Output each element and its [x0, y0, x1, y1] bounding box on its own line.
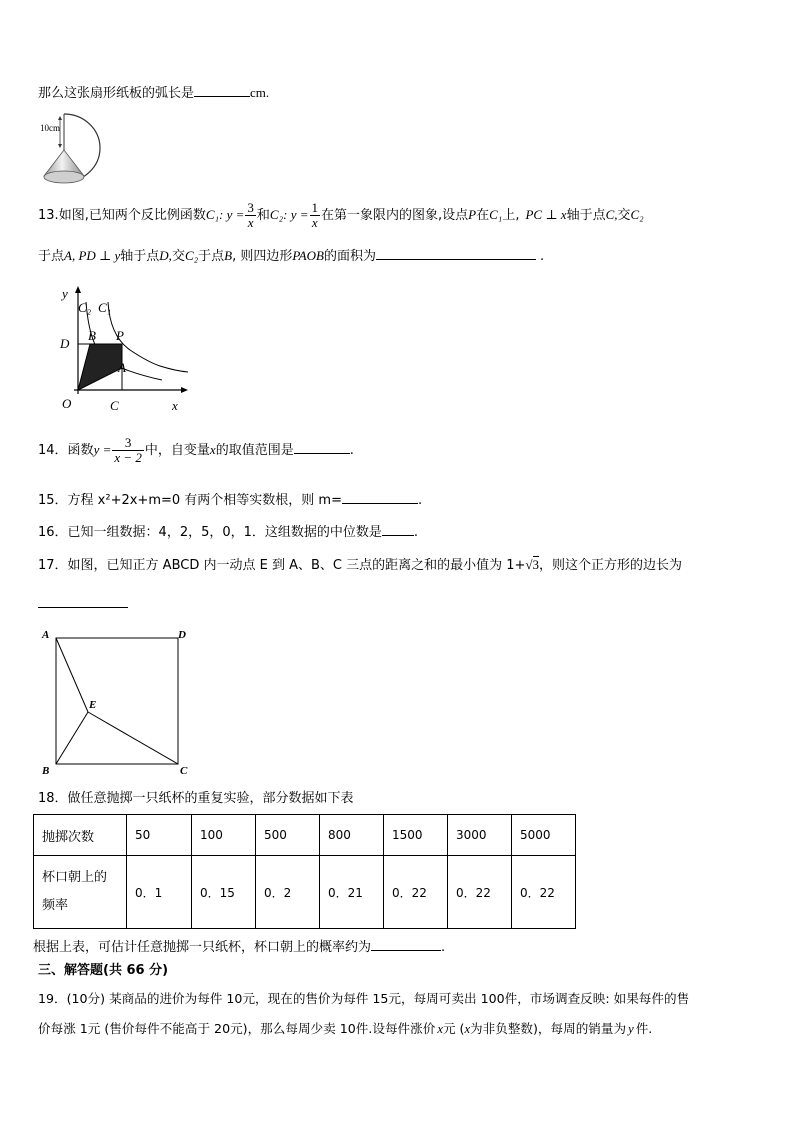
q15-text: 15．方程 x²+2x+m=0 有两个相等实数根，则 m=	[38, 493, 342, 508]
label-c: C	[110, 398, 119, 413]
q13-text: 如图,已知两个反比例函数	[58, 208, 206, 223]
q19-text-2: 元 (	[442, 1021, 465, 1036]
table-cell: 0．22	[512, 856, 576, 929]
q13-and: 和	[256, 208, 270, 223]
table-cell: 0．2	[256, 856, 320, 929]
answer-blank-q14[interactable]	[294, 439, 350, 454]
q16-line	[38, 521, 418, 542]
q14-text: 函数	[67, 443, 94, 458]
label-b: B	[88, 328, 96, 343]
point-d: D,	[159, 248, 172, 263]
label-d: D	[178, 629, 186, 641]
q12-text: 那么这张扇形纸板的弧长是	[38, 86, 195, 101]
table-header-cell	[34, 856, 127, 929]
point-c: C,	[605, 207, 618, 222]
label-c2: C₂	[78, 300, 92, 315]
label-b: B	[42, 765, 50, 776]
frequency-table	[33, 814, 576, 929]
answer-blank-q15[interactable]	[342, 489, 418, 504]
square-figure	[36, 624, 196, 776]
q13-text-5: 轴于点	[566, 208, 606, 223]
table-cell: 0．21	[320, 856, 384, 929]
q19-text-3: 为非负整数)，每周的销量为	[470, 1021, 627, 1036]
answer-blank-q12[interactable]	[194, 82, 250, 97]
q14-number: 14．	[38, 443, 68, 458]
q18-end: .	[441, 940, 446, 955]
curve-c2-ref-2: C₂	[184, 248, 199, 263]
q16-end: .	[413, 525, 419, 540]
q14-text-3: 的取值范围是	[215, 443, 294, 458]
fraction-3-over-x: $\frac{3}{x}$	[247, 200, 254, 230]
q13-number: 13.	[38, 208, 59, 223]
q18-line	[38, 790, 354, 808]
var-x: x	[437, 1022, 443, 1036]
table-cell: 3000	[448, 815, 512, 856]
section-title: 三、解答题(共 66 分)	[38, 963, 169, 978]
q13-l2-text: 于点	[38, 249, 65, 264]
label-e: E	[89, 699, 97, 711]
curve-c2-ref: C₂	[630, 207, 644, 222]
sqrt-symbol: √	[525, 557, 533, 572]
curve-c1-label: C₁	[205, 207, 220, 222]
q15-line	[38, 489, 422, 510]
q13-l2-text-5: , 则四边形	[232, 249, 293, 264]
q13-l2-text-3: 交	[171, 249, 185, 264]
q18-after-text: 根据上表，可估计任意抛掷一只纸杯，杯口朝上的概率约为	[33, 940, 372, 955]
table-cell: 0．22	[448, 856, 512, 929]
q13-line2	[38, 245, 544, 266]
cone-figure	[38, 110, 110, 190]
label-x: x	[172, 398, 178, 413]
q13-l2-text-4: 于点	[198, 249, 225, 264]
q13-text-4: 上,	[502, 208, 520, 223]
var-y: y	[628, 1022, 634, 1036]
label-y: y	[62, 286, 68, 301]
segment-be	[56, 712, 88, 764]
fraction-1-over-x: $\frac{1}{x}$	[311, 200, 318, 230]
q18-text: 18．做任意抛掷一只纸杯的重复实验，部分数据如下表	[38, 791, 354, 806]
table-cell: 0．15	[192, 856, 256, 929]
point-b: B	[224, 248, 233, 263]
label-c: C	[180, 765, 188, 776]
q14-var: x	[209, 442, 216, 457]
q17-text-2: ，则这个正方形的边长为	[539, 558, 683, 573]
q13-l2-text-6: 的面积为	[323, 249, 376, 264]
label-a: A	[42, 629, 50, 641]
height-label: 10cm	[40, 123, 60, 133]
q17-text: 17．如图，已知正方 ABCD 内一动点 E 到 A、B、C 三点的距离之和的最小值为 1+	[38, 558, 526, 573]
curve-c1-ref: C₁	[489, 207, 503, 222]
row-label-line2: 频率	[42, 898, 69, 913]
q19-line2	[38, 1020, 652, 1038]
q12-unit: cm.	[250, 85, 270, 100]
q19-text: 价每涨 1元 (售价每件不能高于 20元)，那么每周少卖 10件.设每件涨价	[38, 1021, 436, 1036]
label-d: D	[60, 336, 70, 351]
point-p: P	[468, 207, 477, 222]
table-cell: 0．1	[127, 856, 192, 929]
table-cell: 50	[127, 815, 192, 856]
pd-perp: A, PD ⊥ y	[64, 248, 121, 263]
table-cell: 100	[192, 815, 256, 856]
pc-perp: PC ⊥ x	[525, 207, 567, 222]
table-cell: 800	[320, 815, 384, 856]
cone-base	[44, 171, 84, 183]
table-cell: 5000	[512, 815, 576, 856]
q19-line1: 19．(10分) 某商品的进价为每件 10元，现在的售价为每件 15元，每周可卖出 100件，市场调查反映: 如果每件的售	[38, 991, 690, 1006]
curve-c2-label: C₂	[269, 207, 284, 222]
q19-text-4: 件.	[635, 1021, 653, 1036]
inverse-function-figure	[52, 282, 192, 416]
table-row-freqs	[34, 856, 576, 929]
fraction-3-over-x-minus-2: $\frac{3}{x - 2}$	[114, 435, 142, 465]
q13-text-6: 交	[617, 208, 631, 223]
table-cell: 0．22	[384, 856, 448, 929]
q13-text-2: 在第一象限内的图象,设点	[321, 208, 469, 223]
sqrt-radicand: 3	[532, 557, 540, 572]
q16-text: 16．已知一组数据：4，2，5，0，1．这组数据的中位数是	[38, 525, 382, 540]
row-label-line1: 杯口朝上的	[42, 870, 108, 885]
q15-end: .	[417, 493, 423, 508]
square-abcd	[56, 638, 178, 764]
answer-blank-q18[interactable]	[371, 936, 441, 951]
q13-l2-text-2: 轴于点	[120, 249, 160, 264]
formula-lhs: : y =	[219, 207, 245, 222]
var-x-2: x	[464, 1022, 471, 1036]
table-header-cell: 抛掷次数	[34, 815, 127, 856]
answer-blank-q16[interactable]	[382, 521, 414, 536]
q14-line	[38, 432, 354, 469]
quad-paob: PAOB	[292, 248, 324, 263]
segment-ce	[88, 712, 178, 764]
label-p: P	[116, 328, 124, 343]
q13-line1	[38, 198, 644, 233]
table-row-counts	[34, 815, 576, 856]
q14-lhs: y =	[93, 442, 112, 457]
shaded-paob	[78, 344, 122, 390]
answer-blank-q13[interactable]	[376, 245, 536, 260]
answer-blank-q17[interactable]	[38, 593, 128, 608]
table-cell: 1500	[384, 815, 448, 856]
q14-end: .	[349, 443, 354, 458]
q14-text-2: 中，自变量	[144, 443, 210, 458]
q12-tail-line	[38, 82, 269, 103]
table-cell: 500	[256, 815, 320, 856]
label-a: A	[118, 360, 126, 375]
formula-lhs-2: : y =	[283, 207, 309, 222]
label-o: O	[62, 396, 72, 411]
segment-ae	[56, 638, 88, 712]
q18-after-line	[33, 936, 445, 957]
q13-end: .	[539, 249, 545, 264]
q17-line	[38, 556, 682, 575]
label-c1: C₁	[98, 300, 112, 315]
q13-text-3: 在	[476, 208, 490, 223]
